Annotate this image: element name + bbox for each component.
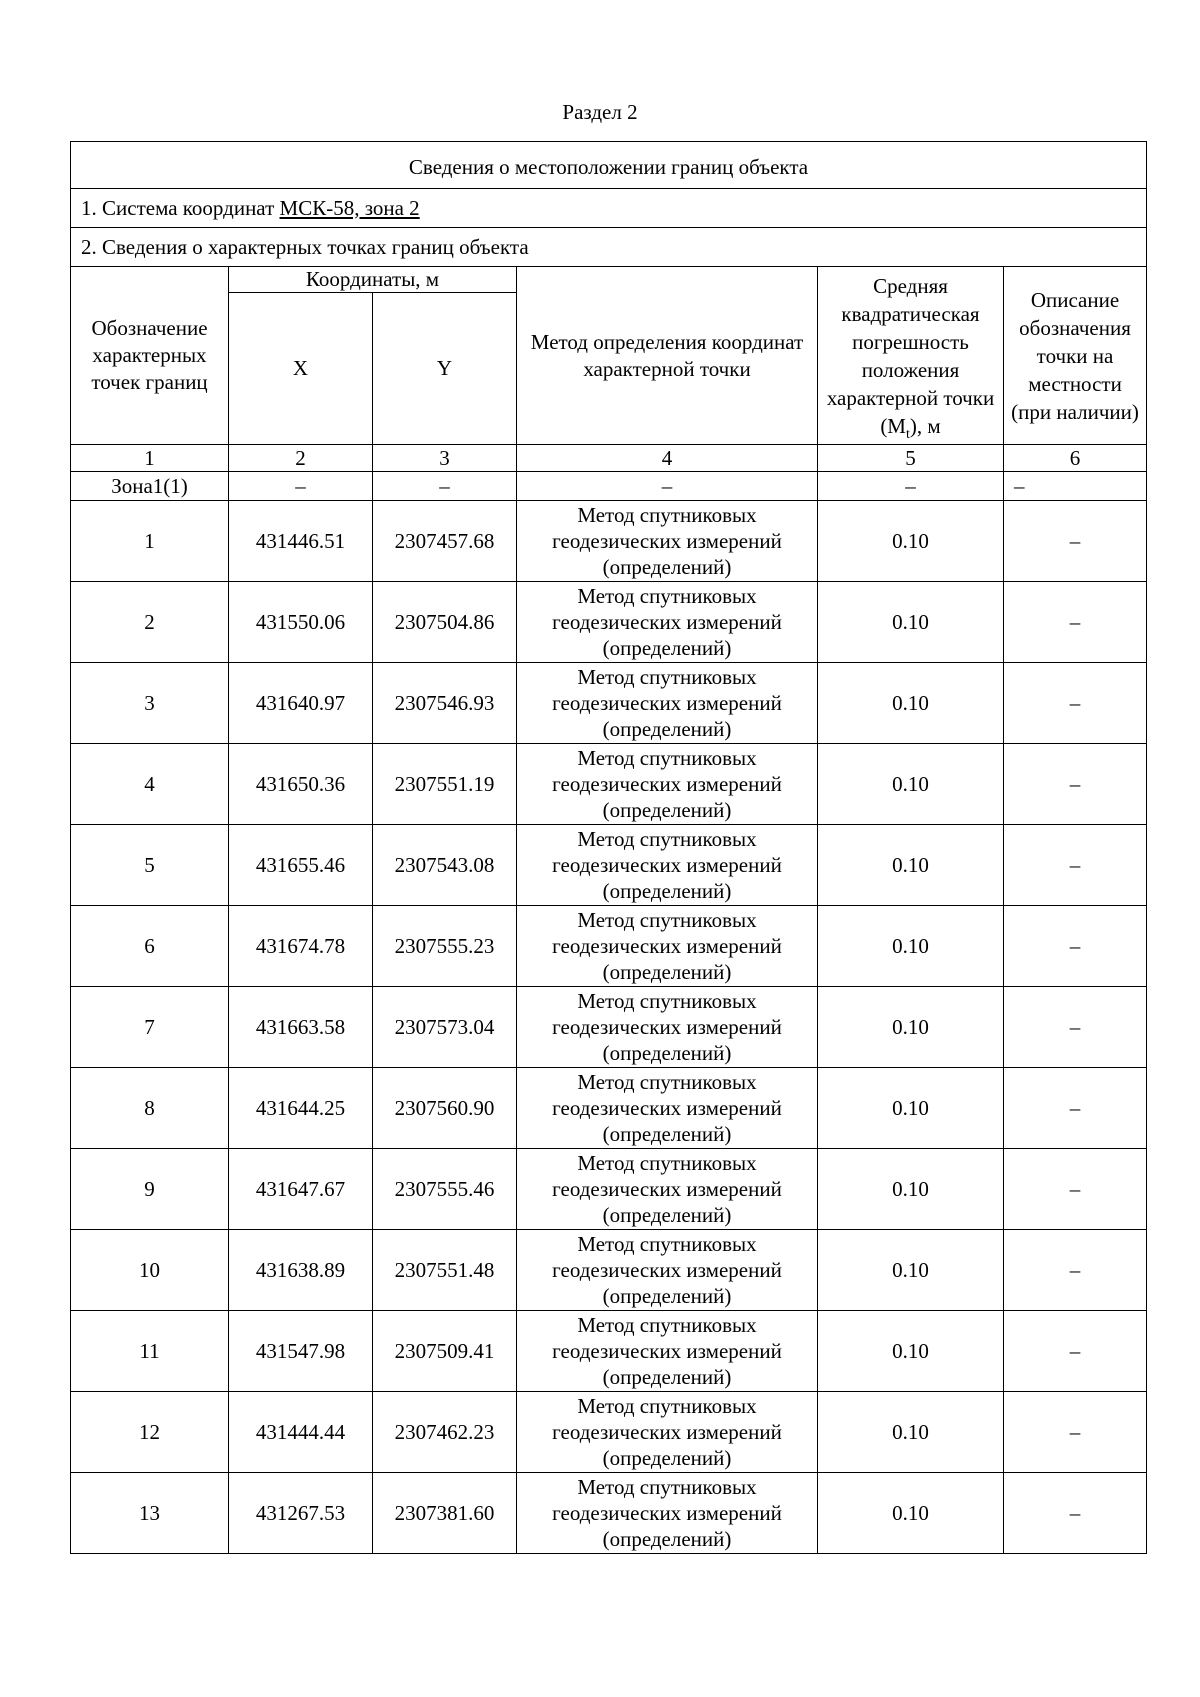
coord-y-cell: 2307381.60 bbox=[373, 1473, 517, 1554]
mean-square-error-cell: 0.10 bbox=[818, 1473, 1004, 1554]
header-mse-subscript: t bbox=[905, 426, 910, 442]
mean-square-error-cell: 0.10 bbox=[818, 582, 1004, 663]
table-row bbox=[71, 582, 1147, 663]
table-row bbox=[71, 1311, 1147, 1392]
description-cell: – bbox=[1004, 663, 1147, 744]
column-number: 5 bbox=[818, 445, 1004, 472]
coord-x-cell: 431640.97 bbox=[229, 663, 373, 744]
point-number-cell: 4 bbox=[71, 744, 229, 825]
method-cell: Метод спутниковых геодезических измерений (определений) bbox=[517, 663, 818, 744]
point-number-cell: 2 bbox=[71, 582, 229, 663]
mean-square-error-cell: 0.10 bbox=[818, 1392, 1004, 1473]
coord-x-cell: 431446.51 bbox=[229, 501, 373, 582]
point-number-cell: 1 bbox=[71, 501, 229, 582]
method-cell: Метод спутниковых геодезических измерений (определений) bbox=[517, 825, 818, 906]
header-coordinates: Координаты, м bbox=[229, 267, 517, 293]
table-row bbox=[71, 1149, 1147, 1230]
method-cell: Метод спутниковых геодезических измерений (определений) bbox=[517, 1230, 818, 1311]
section-title: Раздел 2 bbox=[562, 100, 638, 124]
point-number-cell: 7 bbox=[71, 987, 229, 1068]
method-cell: Метод спутниковых геодезических измерений (определений) bbox=[517, 1473, 818, 1554]
coord-x-cell: 431547.98 bbox=[229, 1311, 373, 1392]
table-row bbox=[71, 501, 1147, 582]
coord-x-cell: 431550.06 bbox=[229, 582, 373, 663]
description-cell: – bbox=[1004, 582, 1147, 663]
column-number: 6 bbox=[1004, 445, 1147, 472]
table-row bbox=[71, 1473, 1147, 1554]
header-mean-square-error bbox=[818, 267, 1004, 445]
point-number-cell: 13 bbox=[71, 1473, 229, 1554]
boundary-points-table bbox=[70, 141, 1147, 1554]
zone-cell: – bbox=[229, 472, 373, 501]
coord-y-cell: 2307504.86 bbox=[373, 582, 517, 663]
zone-cell: – bbox=[818, 472, 1004, 501]
description-cell: – bbox=[1004, 1068, 1147, 1149]
point-number-cell: 10 bbox=[71, 1230, 229, 1311]
coord-y-cell: 2307551.19 bbox=[373, 744, 517, 825]
coord-x-cell: 431267.53 bbox=[229, 1473, 373, 1554]
method-cell: Метод спутниковых геодезических измерений (определений) bbox=[517, 987, 818, 1068]
coord-y-cell: 2307457.68 bbox=[373, 501, 517, 582]
method-cell: Метод спутниковых геодезических измерений (определений) bbox=[517, 582, 818, 663]
point-number-cell: 8 bbox=[71, 1068, 229, 1149]
zone-cell: – bbox=[373, 472, 517, 501]
header-mse-text: Средняя квадратическая погрешность положения характерной точки (M bbox=[826, 273, 995, 438]
mean-square-error-cell: 0.10 bbox=[818, 744, 1004, 825]
point-number-cell: 3 bbox=[71, 663, 229, 744]
coord-x-cell: 431644.25 bbox=[229, 1068, 373, 1149]
column-number: 1 bbox=[71, 445, 229, 472]
description-cell: – bbox=[1004, 1311, 1147, 1392]
coord-x-cell: 431638.89 bbox=[229, 1230, 373, 1311]
point-number-cell: 11 bbox=[71, 1311, 229, 1392]
mean-square-error-cell: 0.10 bbox=[818, 1311, 1004, 1392]
coord-x-cell: 431655.46 bbox=[229, 825, 373, 906]
table-row bbox=[71, 744, 1147, 825]
coord-x-cell: 431650.36 bbox=[229, 744, 373, 825]
mean-square-error-cell: 0.10 bbox=[818, 987, 1004, 1068]
header-mse-tail: ), м bbox=[909, 413, 941, 438]
mean-square-error-cell: 0.10 bbox=[818, 1230, 1004, 1311]
coord-y-cell: 2307546.93 bbox=[373, 663, 517, 744]
method-cell: Метод спутниковых геодезических измерений (определений) bbox=[517, 501, 818, 582]
table-row bbox=[71, 1230, 1147, 1311]
table-row bbox=[71, 987, 1147, 1068]
point-number-cell: 6 bbox=[71, 906, 229, 987]
coord-y-cell: 2307551.48 bbox=[373, 1230, 517, 1311]
description-cell: – bbox=[1004, 1230, 1147, 1311]
mean-square-error-cell: 0.10 bbox=[818, 825, 1004, 906]
coord-y-cell: 2307560.90 bbox=[373, 1068, 517, 1149]
header-y: Y bbox=[373, 293, 517, 445]
column-number: 4 bbox=[517, 445, 818, 472]
table-row bbox=[71, 906, 1147, 987]
column-number: 3 bbox=[373, 445, 517, 472]
method-cell: Метод спутниковых геодезических измерений (определений) bbox=[517, 1068, 818, 1149]
description-cell: – bbox=[1004, 987, 1147, 1068]
coordinate-system-label: 1. Система координат bbox=[81, 195, 280, 220]
coord-y-cell: 2307462.23 bbox=[373, 1392, 517, 1473]
table-row bbox=[71, 1068, 1147, 1149]
point-number-cell: 9 bbox=[71, 1149, 229, 1230]
description-cell: – bbox=[1004, 1392, 1147, 1473]
mean-square-error-cell: 0.10 bbox=[818, 1149, 1004, 1230]
column-number: 2 bbox=[229, 445, 373, 472]
header-point-designation: Обозначение характерных точек границ bbox=[71, 267, 229, 445]
point-number-cell: 5 bbox=[71, 825, 229, 906]
header-x: X bbox=[229, 293, 373, 445]
description-cell: – bbox=[1004, 501, 1147, 582]
method-cell: Метод спутниковых геодезических измерений (определений) bbox=[517, 1311, 818, 1392]
table-title: Сведения о местоположении границ объекта bbox=[71, 142, 1147, 189]
method-cell: Метод спутниковых геодезических измерений (определений) bbox=[517, 1392, 818, 1473]
coord-y-cell: 2307555.23 bbox=[373, 906, 517, 987]
header-description: Описание обозначения точки на местности (при наличии) bbox=[1004, 267, 1147, 445]
mean-square-error-cell: 0.10 bbox=[818, 663, 1004, 744]
mean-square-error-cell: 0.10 bbox=[818, 1068, 1004, 1149]
description-cell: – bbox=[1004, 1473, 1147, 1554]
description-cell: – bbox=[1004, 906, 1147, 987]
table-row bbox=[71, 825, 1147, 906]
mean-square-error-cell: 0.10 bbox=[818, 501, 1004, 582]
table-row bbox=[71, 1392, 1147, 1473]
zone-cell: – bbox=[517, 472, 818, 501]
coord-y-cell: 2307573.04 bbox=[373, 987, 517, 1068]
zone-cell: – bbox=[1004, 472, 1147, 501]
point-number-cell: 12 bbox=[71, 1392, 229, 1473]
mean-square-error-cell: 0.10 bbox=[818, 906, 1004, 987]
method-cell: Метод спутниковых геодезических измерений (определений) bbox=[517, 1149, 818, 1230]
coord-x-cell: 431444.44 bbox=[229, 1392, 373, 1473]
method-cell: Метод спутниковых геодезических измерений (определений) bbox=[517, 906, 818, 987]
description-cell: – bbox=[1004, 825, 1147, 906]
description-cell: – bbox=[1004, 744, 1147, 825]
column-numbers-row bbox=[71, 445, 1147, 472]
header-method: Метод определения координат характерной точки bbox=[517, 267, 818, 445]
coord-x-cell: 431663.58 bbox=[229, 987, 373, 1068]
coordinate-system-row bbox=[71, 189, 1147, 228]
coord-x-cell: 431647.67 bbox=[229, 1149, 373, 1230]
coord-y-cell: 2307543.08 bbox=[373, 825, 517, 906]
coordinate-system-value: МСК-58, зона 2 bbox=[279, 195, 420, 220]
coord-y-cell: 2307509.41 bbox=[373, 1311, 517, 1392]
coord-x-cell: 431674.78 bbox=[229, 906, 373, 987]
method-cell: Метод спутниковых геодезических измерений (определений) bbox=[517, 744, 818, 825]
coord-y-cell: 2307555.46 bbox=[373, 1149, 517, 1230]
zone-row bbox=[71, 472, 1147, 501]
zone-label: Зона1(1) bbox=[71, 472, 229, 501]
table-row bbox=[71, 663, 1147, 744]
points-heading: 2. Сведения о характерных точках границ объекта bbox=[71, 228, 1147, 267]
description-cell: – bbox=[1004, 1149, 1147, 1230]
